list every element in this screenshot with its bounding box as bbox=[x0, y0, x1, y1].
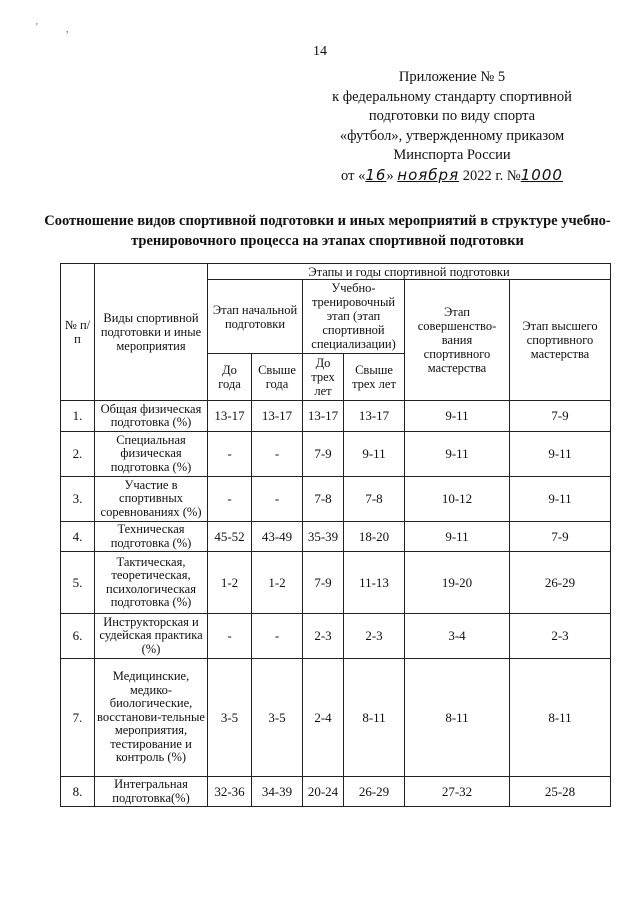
header-kind: Виды спортивной подготовки и иные мероприятия bbox=[95, 264, 208, 401]
scan-mark: , bbox=[66, 24, 69, 35]
cell-value: - bbox=[252, 432, 303, 477]
cell-value: 3-4 bbox=[405, 614, 510, 659]
cell-value: 20-24 bbox=[303, 777, 344, 807]
cell-value: 9-11 bbox=[510, 477, 611, 522]
appendix-line: Минспорта России bbox=[393, 147, 511, 163]
appendix-line: подготовки по виду спорта bbox=[368, 108, 536, 124]
header-improvement-stage: Этап совершенство-вания спортивного мастерства bbox=[405, 280, 510, 401]
cell-value: 43-49 bbox=[252, 522, 303, 552]
row-number: 7. bbox=[61, 659, 95, 777]
cell-value: 7-9 bbox=[510, 522, 611, 552]
cell-value: 25-28 bbox=[510, 777, 611, 807]
row-kind: Участие в спортивных соревнованиях (%) bbox=[95, 477, 208, 522]
header-initial-upto-year: До года bbox=[208, 354, 252, 401]
date-mid: » bbox=[386, 167, 394, 184]
row-number: 6. bbox=[61, 614, 95, 659]
table-row bbox=[61, 659, 611, 777]
row-kind: Общая физическая подготовка (%) bbox=[95, 401, 208, 432]
date-year: 2022 г. № bbox=[462, 167, 521, 184]
cell-value: 19-20 bbox=[405, 552, 510, 614]
header-num: № п/п bbox=[61, 264, 95, 401]
cell-value: - bbox=[252, 477, 303, 522]
cell-value: 27-32 bbox=[405, 777, 510, 807]
table-row bbox=[61, 552, 611, 614]
cell-value: 9-11 bbox=[405, 432, 510, 477]
cell-value: 34-39 bbox=[252, 777, 303, 807]
table-row bbox=[61, 401, 611, 432]
cell-value: 3-5 bbox=[252, 659, 303, 777]
cell-value: 7-9 bbox=[510, 401, 611, 432]
row-kind: Тактическая, теоретическая, психологическая подготовка (%) bbox=[95, 552, 208, 614]
header-initial-stage: Этап начальной подготовки bbox=[208, 280, 303, 354]
cell-value: 1-2 bbox=[252, 552, 303, 614]
cell-value: 26-29 bbox=[344, 777, 405, 807]
header-initial-over-year: Свыше года bbox=[252, 354, 303, 401]
cell-value: 10-12 bbox=[405, 477, 510, 522]
cell-value: 32-36 bbox=[208, 777, 252, 807]
row-kind: Инструкторская и судейская практика (%) bbox=[95, 614, 208, 659]
handwritten-order-number: 1000 bbox=[520, 165, 563, 184]
header-training-upto-3y: До трех лет bbox=[303, 354, 344, 401]
cell-value: 11-13 bbox=[344, 552, 405, 614]
cell-value: - bbox=[208, 477, 252, 522]
table-row bbox=[61, 522, 611, 552]
cell-value: 8-11 bbox=[510, 659, 611, 777]
cell-value: 13-17 bbox=[252, 401, 303, 432]
cell-value: 9-11 bbox=[405, 401, 510, 432]
row-number: 8. bbox=[61, 777, 95, 807]
cell-value: 8-11 bbox=[344, 659, 405, 777]
table-row bbox=[61, 432, 611, 477]
cell-value: 45-52 bbox=[208, 522, 252, 552]
cell-value: 1-2 bbox=[208, 552, 252, 614]
cell-value: - bbox=[208, 432, 252, 477]
cell-value: 9-11 bbox=[405, 522, 510, 552]
cell-value: 2-3 bbox=[344, 614, 405, 659]
handwritten-day: 16 bbox=[365, 165, 387, 184]
row-number: 2. bbox=[61, 432, 95, 477]
cell-value: 9-11 bbox=[510, 432, 611, 477]
cell-value: 7-8 bbox=[303, 477, 344, 522]
table-row bbox=[61, 777, 611, 807]
table-row bbox=[61, 477, 611, 522]
date-prefix: от « bbox=[341, 167, 366, 184]
appendix-header bbox=[302, 68, 602, 186]
row-kind: Медицинские, медико-биологические, восстанови-тельные мероприятия, тестирование и контроль (%) bbox=[95, 659, 208, 777]
row-number: 5. bbox=[61, 552, 95, 614]
cell-value: 2-4 bbox=[303, 659, 344, 777]
order-date-line bbox=[302, 166, 602, 187]
header-stages: Этапы и годы спортивной подготовки bbox=[208, 264, 611, 280]
cell-value: 8-11 bbox=[405, 659, 510, 777]
table-row bbox=[61, 614, 611, 659]
appendix-line: Приложение № 5 bbox=[398, 69, 506, 85]
cell-value: 2-3 bbox=[303, 614, 344, 659]
row-number: 1. bbox=[61, 401, 95, 432]
handwritten-month: ноября bbox=[397, 165, 460, 184]
cell-value: 26-29 bbox=[510, 552, 611, 614]
cell-value: 13-17 bbox=[208, 401, 252, 432]
row-number: 3. bbox=[61, 477, 95, 522]
cell-value: 18-20 bbox=[344, 522, 405, 552]
cell-value: - bbox=[252, 614, 303, 659]
row-number: 4. bbox=[61, 522, 95, 552]
cell-value: 13-17 bbox=[303, 401, 344, 432]
cell-value: 2-3 bbox=[510, 614, 611, 659]
cell-value: 35-39 bbox=[303, 522, 344, 552]
cell-value: 13-17 bbox=[344, 401, 405, 432]
cell-value: 7-8 bbox=[344, 477, 405, 522]
header-training-over-3y: Свыше трех лет bbox=[344, 354, 405, 401]
sport-training-ratio-table bbox=[60, 263, 611, 807]
appendix-line: к федеральному стандарту спортивной bbox=[332, 88, 572, 105]
cell-value: 3-5 bbox=[208, 659, 252, 777]
cell-value: 7-9 bbox=[303, 432, 344, 477]
scan-mark: ' bbox=[36, 22, 38, 33]
row-kind: Специальная физическая подготовка (%) bbox=[95, 432, 208, 477]
header-training-stage: Учебно-тренировочный этап (этап спортивной специализации) bbox=[303, 280, 405, 354]
cell-value: 9-11 bbox=[344, 432, 405, 477]
page-number: 14 bbox=[313, 44, 327, 59]
header-highest-stage: Этап высшего спортивного мастерства bbox=[510, 280, 611, 401]
row-kind: Интегральная подготовка(%) bbox=[95, 777, 208, 807]
cell-value: 7-9 bbox=[303, 552, 344, 614]
document-title: Соотношение видов спортивной подготовки и иных мероприятий в структуре учебно-тренировочного процесса на этапах спортивной подготовки bbox=[44, 213, 611, 249]
row-kind: Техническая подготовка (%) bbox=[95, 522, 208, 552]
appendix-line: «футбол», утвержденному приказом bbox=[339, 127, 565, 144]
cell-value: - bbox=[208, 614, 252, 659]
